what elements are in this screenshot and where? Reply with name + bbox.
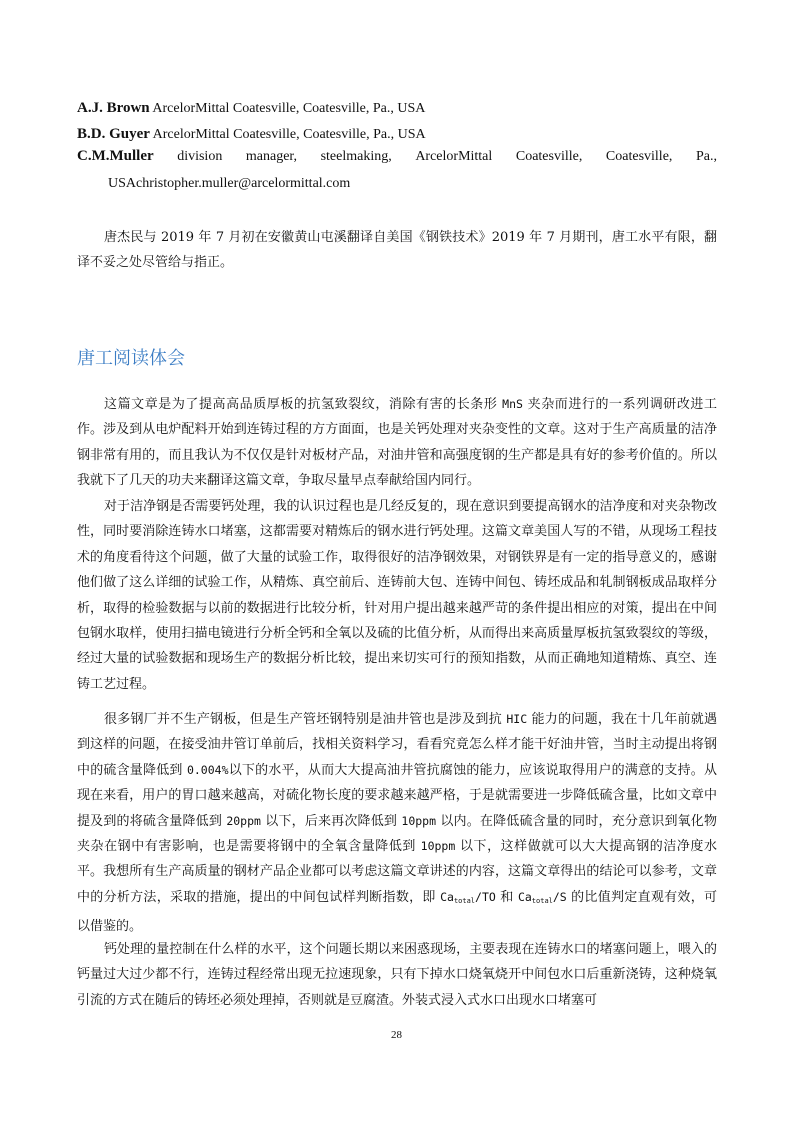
- affiliation-word: ArcelorMittal: [415, 149, 493, 164]
- author-email: USAchristopher.muller@arcelormittal.com: [108, 176, 351, 191]
- text-run: 能力的问题，我在十几年前就遇到这样的问题，在接受油井管订单前后，找相关资料学习，看看究竟怎么样才能干好油井管，当时主动提出将钢中的硫含量降低到: [77, 712, 717, 778]
- text-run: 的比值判定直观有效，可以借鉴的。: [77, 889, 717, 935]
- text-run: 以下，这样做就可以大大提高钢的洁净度水平。我想所有生产高质量的钢材产品企业都可以考虑这篇文章讲述的内容，这篇文章得出的结论可以参考，文章中的分析方法，采取的措施，提出的中间包试样判断指数，即: [77, 839, 717, 905]
- subscript: total: [531, 896, 553, 905]
- text-run: 10ppm: [401, 813, 437, 828]
- text-run: 这篇文章是为了提高高品质厚板的抗氢致裂纹，消除有害的长条形: [104, 397, 503, 412]
- text-run: MnS: [502, 397, 523, 411]
- page-number: 28: [391, 1029, 402, 1041]
- text-run: 10ppm: [420, 839, 456, 854]
- author-name: B.D. Guyer: [77, 126, 150, 142]
- section-title: 唐工阅读体会: [77, 348, 185, 369]
- subscript: total: [453, 896, 476, 905]
- affiliation-word: manager,: [245, 149, 298, 164]
- text-run: 以下，后来再次降低到: [260, 813, 402, 829]
- affiliation-word: division: [177, 149, 223, 164]
- text-run: /TO: [475, 889, 496, 904]
- affiliation-word: steelmaking,: [320, 149, 392, 164]
- text-run: 0.004%: [186, 762, 229, 777]
- affiliation-word: Pa.,: [695, 149, 717, 164]
- paragraph: [77, 392, 717, 494]
- affiliation-word: Coatesville,: [605, 149, 673, 164]
- text-run: 夹杂而进行的一系列调研改进工作。涉及到从电炉配料开始到连铸过程的方方面面，也是关钙处理对夹杂变性的文章。这对于生产高质量的洁净钢非常有用的，而且我认为不仅仅是针对板材产品，对油井管和高强度钢的生产都是具有好的参考价值的。所以我就下了几天的功夫来翻译这篇文章，争取尽量早点奉献给国内同行。: [77, 397, 717, 489]
- text-run: 20ppm: [226, 813, 261, 828]
- author-affiliation: ArcelorMittal Coatesville, Coatesville, Pa., USA: [149, 127, 426, 142]
- author-justified-line: [77, 148, 717, 172]
- author-name: A.J. Brown: [77, 100, 150, 116]
- text-run: /S: [552, 889, 567, 904]
- author-line: [77, 98, 425, 119]
- text-run: 以下的水平，从而大大提高油井管抗腐蚀的能力，应该说取得用户的满意的支持。从现在来看，用户的胃口越来越高，对硫化物长度的要求越来越严格，于是就需要进一步降低硫含量，比如文章中提及到的将硫含量降低到: [77, 762, 717, 829]
- author-line: [77, 124, 426, 145]
- paragraph: 钙处理的量控制在什么样的水平，这个问题长期以来困惑现场，主要表现在连铸水口的堵塞问题上，喂入的钙量过大过少都不行，连铸过程经常出现无拉速现象，只有下掉水口烧氧烧开中间包水口后重新浇铸，这种烧氧引流的方式在随后的铸坯必须处理掉，否则就是豆腐渣。外装式浸入式水口出现水口堵塞可: [77, 942, 717, 1008]
- text-run: HIC: [506, 712, 528, 726]
- author-affiliation: ArcelorMittal Coatesville, Coatesville, Pa., USA: [149, 101, 426, 116]
- text-run: Ca: [440, 889, 454, 904]
- text-run: 很多钢厂并不生产钢板，但是生产管坯钢特别是油井管也是涉及到抗: [104, 712, 507, 727]
- author-name: C.M.Muller: [77, 148, 154, 164]
- translator-note: 唐杰民与 2019 年 7 月初在安徽黄山屯溪翻译自美国《钢铁技术》2019 年 7 月期刊，唐工水平有限，翻译不妥之处尽管给与指正。: [77, 230, 717, 271]
- paragraph: [77, 707, 717, 940]
- affiliation-word: Coatesville,: [515, 149, 583, 164]
- text-run: 以内。在降低硫含量的同时，充分意识到氧化物夹杂在钢中有害影响，也是需要将钢中的全氧含量降低到: [77, 813, 717, 855]
- author-line: [77, 148, 717, 172]
- text-run: Ca: [517, 889, 532, 904]
- text-run: 和: [495, 889, 518, 905]
- paragraph: 对于洁净钢是否需要钙处理，我的认识过程也是几经反复的，现在意识到要提高钢水的洁净度和对夹杂物改性，同时要消除连铸水口堵塞，这都需要对精炼后的钢水进行钙处理。这篇文章美国人写的不错，从现场工程技术的角度看待这个问题，做了大量的试验工作，取得很好的洁净钢效果，对钢铁界是有一定的指导意义的，感谢他们做了这么详细的试验工作，从精炼、真空前后、连铸前大包、连铸中间包、铸坯成品和轧制钢板成品取样分析，取得的检验数据与以前的数据进行比较分析，针对用户提出越来越严苛的条件提出相应的对策，提出在中间包钢水取样，使用扫描电镜进行分析全钙和全氧以及硫的比值分析，从而得出来高质量厚板抗氢致裂纹的等级，经过大量的试验数据和现场生产的数据分析比较，提出来切实可行的预知指数，从而正确地知道精炼、真空、连铸工艺过程。: [77, 499, 717, 692]
